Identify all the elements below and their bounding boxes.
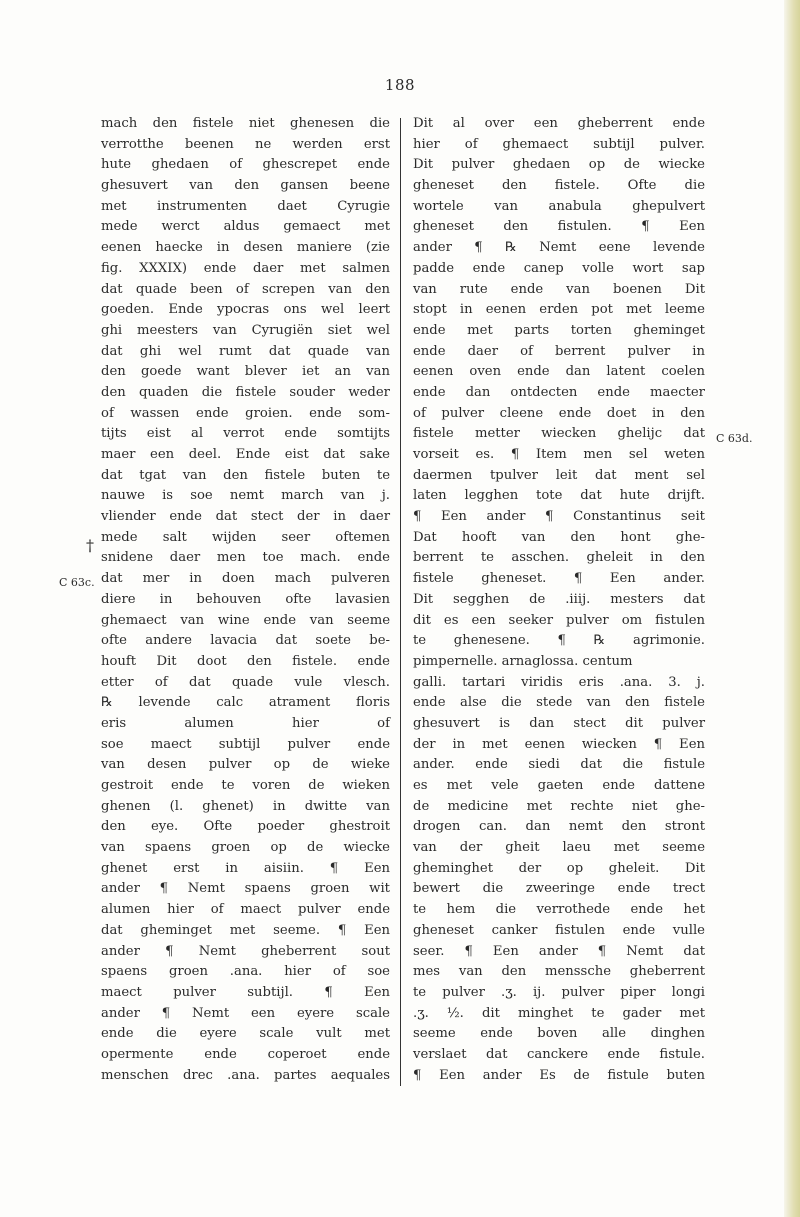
text-line: mach den fistele niet ghenesen die bbox=[101, 116, 390, 131]
text-line: fistele metter wiecken ghelijc dat bbox=[413, 426, 705, 442]
text-line: etter of dat quade vule vlesch. bbox=[101, 674, 390, 690]
text-line: es met vele gaeten ende dattene bbox=[413, 778, 705, 793]
text-line: ander ¶ ℞ Nemt eene levende bbox=[413, 240, 705, 256]
text-line: ander ¶ Nemt een eyere scale bbox=[101, 1005, 390, 1021]
text-line: ende alse die stede van den fistele bbox=[413, 695, 705, 711]
text-line: gheneset canker fistulen ende vulle bbox=[413, 922, 705, 938]
page-edge-shadow bbox=[784, 0, 800, 1217]
text-line: der in met eenen wiecken ¶ Een bbox=[413, 736, 705, 752]
text-line: eenen haecke in desen maniere (zie bbox=[101, 240, 390, 256]
text-line: seer. ¶ Een ander ¶ Nemt dat bbox=[413, 943, 705, 959]
text-line: ander ¶ Nemt spaens groen wit bbox=[101, 881, 390, 897]
text-line: van rute ende van boenen Dit bbox=[413, 281, 705, 297]
text-line: den goede want blever iet an van bbox=[101, 364, 390, 380]
text-line: goeden. Ende ypocras ons wel leert bbox=[101, 302, 390, 318]
text-line: dat gheminget met seeme. ¶ Een bbox=[101, 922, 390, 938]
text-line: padde ende canep volle wort sap bbox=[413, 260, 705, 276]
text-line: te pulver .ʒ. ij. pulver piper longi bbox=[413, 984, 705, 1000]
text-line: verslaet dat canckere ende fistule. bbox=[413, 1046, 705, 1062]
text-line: dat tgat van den fistele buten te bbox=[101, 467, 390, 483]
text-line: spaens groen .ana. hier of soe bbox=[101, 964, 390, 980]
text-line: ¶ Een ander ¶ Constantinus seit bbox=[413, 509, 705, 525]
text-line: ghenen (l. ghenet) in dwitte van bbox=[101, 798, 390, 814]
text-line: maer een deel. Ende eist dat sake bbox=[101, 447, 390, 462]
text-line: ¶ Een ander Es de fistule buten bbox=[413, 1067, 705, 1083]
text-line: Dit segghen de .iiij. mesters dat bbox=[413, 591, 705, 607]
text-line: verrotthe beenen ne werden erst bbox=[101, 136, 390, 152]
text-line: ende daer of berrent pulver in bbox=[413, 343, 705, 359]
text-line: berrent te asschen. gheleit in den bbox=[413, 550, 705, 566]
text-line: drogen can. dan nemt den stront bbox=[413, 819, 705, 835]
text-line: den quaden die fistele souder weder bbox=[101, 384, 390, 400]
text-line: ghenet erst in aisiin. ¶ Een bbox=[101, 860, 390, 876]
text-line: stopt in eenen erden pot met leeme bbox=[413, 302, 705, 318]
text-line: fig. XXXIX) ende daer met salmen bbox=[101, 260, 390, 276]
text-line: snidene daer men toe mach. ende bbox=[101, 550, 390, 566]
text-line: met instrumenten daet Cyrugie bbox=[101, 198, 390, 214]
text-line: dat quade been of screpen van den bbox=[101, 281, 390, 297]
page-number: 188 bbox=[384, 76, 416, 94]
text-line: .ʒ. ½. dit minghet te gader met bbox=[413, 1005, 705, 1021]
text-line: diere in behouven ofte lavasien bbox=[101, 591, 390, 607]
text-line: de medicine met rechte niet ghe- bbox=[413, 798, 705, 814]
text-line: ℞ levende calc atrament floris bbox=[101, 695, 390, 711]
text-line: gheneset den fistulen. ¶ Een bbox=[413, 219, 705, 235]
text-line: gheminghet der op gheleit. Dit bbox=[413, 860, 705, 876]
text-line: maect pulver subtijl. ¶ Een bbox=[101, 984, 390, 1000]
text-line: ghesuvert van den gansen beene bbox=[101, 178, 390, 194]
text-line: of wassen ende groien. ende som- bbox=[101, 405, 390, 421]
text-line: pimpernelle. arnaglossa. centum bbox=[413, 653, 633, 669]
text-line: hute ghedaen of ghescrepet ende bbox=[101, 157, 390, 173]
right-text-column bbox=[413, 114, 705, 1086]
text-line: ghemaect van wine ende van seeme bbox=[101, 612, 390, 628]
text-line: den eye. Ofte poeder ghestroit bbox=[101, 819, 390, 835]
text-line: alumen hier of maect pulver ende bbox=[101, 902, 390, 918]
text-line: mes van den menssche gheberrent bbox=[413, 964, 705, 980]
margin-dagger-mark: † bbox=[86, 536, 94, 555]
text-line: ander. ende siedi dat die fistule bbox=[413, 757, 705, 773]
text-line: soe maect subtijl pulver ende bbox=[101, 736, 390, 752]
text-line: mede salt wijden seer oftemen bbox=[101, 529, 390, 545]
text-line: wortele van anabula ghepulvert bbox=[413, 198, 705, 214]
text-line: van spaens groen op de wiecke bbox=[101, 840, 390, 856]
text-line: tijts eist al verrot ende somtijts bbox=[101, 426, 390, 442]
text-line: gheneset den fistele. Ofte die bbox=[413, 178, 705, 194]
text-line: te ghenesene. ¶ ℞ agrimonie. bbox=[413, 633, 705, 649]
text-line: ander ¶ Nemt gheberrent sout bbox=[101, 943, 390, 959]
text-line: Dit pulver ghedaen op de wiecke bbox=[413, 157, 705, 173]
left-text-column bbox=[101, 114, 390, 1086]
text-line: of pulver cleene ende doet in den bbox=[413, 405, 705, 421]
text-line: mede werct aldus gemaect met bbox=[101, 219, 390, 235]
text-line: hier of ghemaect subtijl pulver. bbox=[413, 136, 705, 152]
text-line: vliender ende dat stect der in daer bbox=[101, 509, 390, 525]
text-line: dat mer in doen mach pulveren bbox=[101, 571, 390, 587]
text-line: Dit al over een gheberrent ende bbox=[413, 116, 705, 131]
text-line: daermen tpulver leit dat ment sel bbox=[413, 467, 705, 483]
text-line: bewert die zweeringe ende trect bbox=[413, 881, 705, 897]
text-line: ende met parts torten gheminget bbox=[413, 322, 705, 338]
text-line: ghi meesters van Cyrugiën siet wel bbox=[101, 322, 390, 338]
text-line: Dat hooft van den hont ghe- bbox=[413, 529, 705, 545]
text-line: fistele gheneset. ¶ Een ander. bbox=[413, 571, 705, 587]
text-line: eris alumen hier of bbox=[101, 715, 390, 731]
text-line: houft Dit doot den fistele. ende bbox=[101, 653, 390, 669]
text-line: dit es een seeker pulver om fistulen bbox=[413, 612, 705, 628]
text-line: galli. tartari viridis eris .ana. 3. j. bbox=[413, 674, 705, 690]
text-line: ghesuvert is dan stect dit pulver bbox=[413, 715, 705, 731]
text-line: nauwe is soe nemt march van j. bbox=[101, 488, 390, 504]
margin-reference-left: C 63c. bbox=[59, 576, 95, 589]
text-line: opermente ende coperoet ende bbox=[101, 1046, 390, 1062]
text-line: gestroit ende te voren de wieken bbox=[101, 778, 390, 793]
text-line: eenen oven ende dan latent coelen bbox=[413, 364, 705, 380]
margin-reference-right: C 63d. bbox=[716, 432, 753, 445]
text-line: van der gheit laeu met seeme bbox=[413, 840, 705, 856]
text-line: laten legghen tote dat hute drijft. bbox=[413, 488, 705, 504]
text-line: vorseit es. ¶ Item men sel weten bbox=[413, 447, 705, 462]
column-divider bbox=[400, 118, 401, 1086]
text-line: seeme ende boven alle dinghen bbox=[413, 1026, 705, 1042]
text-line: menschen drec .ana. partes aequales bbox=[101, 1067, 390, 1083]
text-line: van desen pulver op de wieke bbox=[101, 757, 390, 773]
text-line: ende dan ontdecten ende maecter bbox=[413, 384, 705, 400]
text-line: dat ghi wel rumt dat quade van bbox=[101, 343, 390, 359]
text-line: ende die eyere scale vult met bbox=[101, 1026, 390, 1042]
text-line: ofte andere lavacia dat soete be- bbox=[101, 633, 390, 649]
text-line: te hem die verrothede ende het bbox=[413, 902, 705, 918]
